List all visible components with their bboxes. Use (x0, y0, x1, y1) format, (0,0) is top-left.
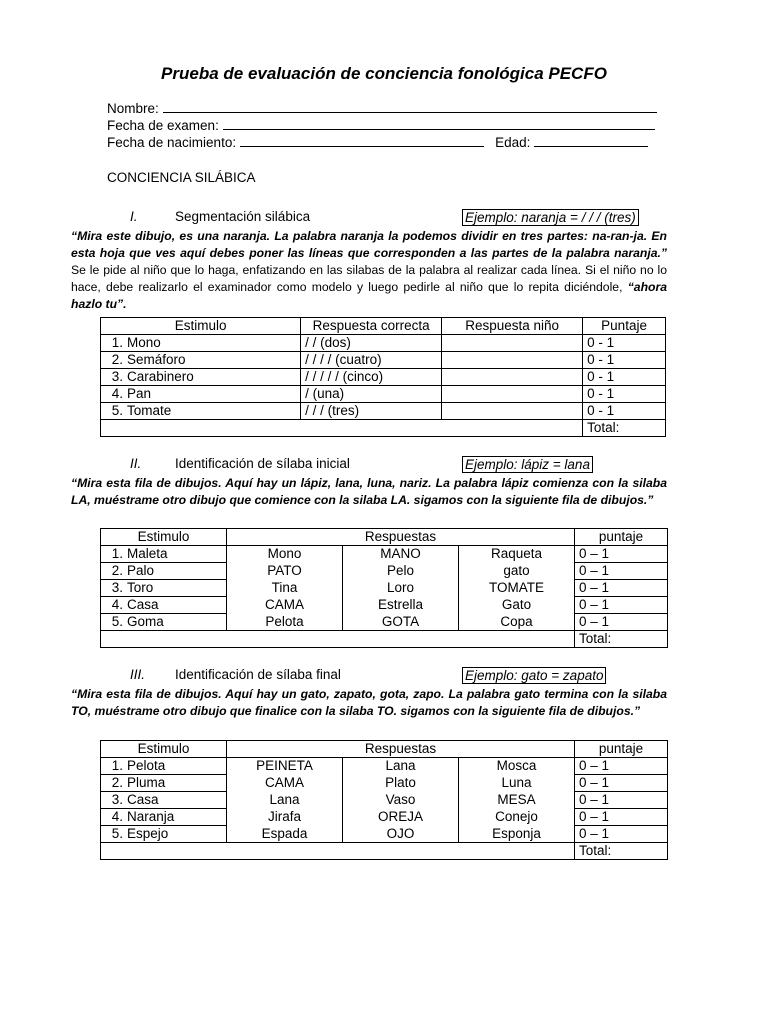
table-header-row (101, 741, 668, 758)
row-option-b: OJO (343, 826, 459, 843)
part2-instruction-text: “Mira esta fila de dibujos. Aquí hay un lápiz, lana, luna, nariz. La palabra lápiz comienza con la silaba LA, muéstrame otro dibujo que comience con la silaba LA. sigamos con la siguiente fila de dibujos.” (71, 476, 667, 507)
part1-instruction-bold: “Mira este dibujo, es una naranja. La palabra naranja la podemos dividir en tres partes: na-ran-ja. En esta hoja que ves aquí debes poner las líneas que corresponden a las partes de la palabra naranja.” (71, 229, 667, 260)
header-estimulo: Estimulo (101, 318, 301, 335)
row-score: 0 – 1 (575, 580, 668, 597)
row-score: 0 – 1 (575, 792, 668, 809)
header-respuesta-correcta: Respuesta correcta (301, 318, 442, 335)
row-child-answer (442, 335, 583, 352)
part3-example: Ejemplo: gato = zapato (462, 667, 606, 684)
row-option-a: CAMA (227, 775, 343, 792)
row-option-b: Estrella (343, 597, 459, 614)
row-child-answer (442, 403, 583, 420)
table-row (101, 580, 668, 597)
total-label: Total: (583, 420, 666, 437)
table-row (101, 775, 668, 792)
edad-label: Edad: (495, 135, 531, 150)
row-score: 0 – 1 (575, 563, 668, 580)
part1-number: I. (130, 209, 138, 224)
row-answer: / / (dos) (301, 335, 442, 352)
table-row (101, 792, 668, 809)
part3-table (100, 740, 668, 860)
row-child-answer (442, 386, 583, 403)
total-label: Total: (575, 631, 668, 648)
total-spacer (101, 843, 575, 860)
table-row (101, 826, 668, 843)
row-number: 4. (101, 597, 124, 614)
part3-title: Identificación de sílaba final (175, 667, 341, 682)
row-option-b: Loro (343, 580, 459, 597)
row-score: 0 – 1 (575, 775, 668, 792)
row-number: 3. (101, 792, 124, 809)
header-respuestas: Respuestas (227, 529, 575, 546)
table-total-row (101, 843, 668, 860)
row-score: 0 - 1 (583, 369, 666, 386)
row-score: 0 – 1 (575, 614, 668, 631)
row-number: 2. (101, 352, 124, 369)
table-header-row (101, 318, 666, 335)
table-total-row (101, 631, 668, 648)
header-puntaje: Puntaje (583, 318, 666, 335)
row-option-a: Pelota (227, 614, 343, 631)
section-title: CONCIENCIA SILÁBICA (107, 170, 256, 185)
part2-example: Ejemplo: lápiz = lana (462, 456, 593, 473)
fecha-examen-field (107, 117, 655, 133)
part3-number: III. (130, 667, 146, 682)
row-option-a: PEINETA (227, 758, 343, 775)
row-option-a: Lana (227, 792, 343, 809)
part2-number: II. (130, 456, 142, 471)
row-option-c: Mosca (459, 758, 575, 775)
row-stimulus: Semáforo (123, 352, 301, 369)
part1-instruction-normal: Se le pide al niño que lo haga, enfatizando en las silabas de la palabra al realizar cada línea. Si el niño no lo hace, debe realizarlo el examinador como modelo y luego pedirle al niño que lo repita diciéndole, (71, 263, 667, 294)
row-option-b: GOTA (343, 614, 459, 631)
nombre-blank (163, 100, 657, 113)
document-title: Prueba de evaluación de conciencia fonológica PECFO (161, 64, 607, 83)
table-row (101, 563, 668, 580)
total-spacer (101, 420, 583, 437)
row-score: 0 - 1 (583, 403, 666, 420)
row-child-answer (442, 352, 583, 369)
row-option-c: MESA (459, 792, 575, 809)
part2-instruction (71, 475, 667, 509)
row-option-a: Jirafa (227, 809, 343, 826)
row-option-c: gato (459, 563, 575, 580)
row-score: 0 – 1 (575, 809, 668, 826)
row-stimulus: Toro (123, 580, 227, 597)
nombre-field (107, 100, 657, 116)
row-option-c: Gato (459, 597, 575, 614)
row-option-b: OREJA (343, 809, 459, 826)
header-respuestas: Respuestas (227, 741, 575, 758)
fecha-nacimiento-label: Fecha de nacimiento: (107, 135, 237, 150)
table-row (101, 614, 668, 631)
table-total-row (101, 420, 666, 437)
row-answer: / / / / / (cinco) (301, 369, 442, 386)
header-puntaje: puntaje (575, 529, 668, 546)
table-row (101, 352, 666, 369)
row-score: 0 - 1 (583, 352, 666, 369)
row-number: 1. (101, 335, 124, 352)
row-score: 0 – 1 (575, 597, 668, 614)
row-number: 3. (101, 369, 124, 386)
fecha-nacimiento-blank (240, 134, 484, 147)
row-number: 1. (101, 546, 124, 563)
table-row (101, 386, 666, 403)
row-option-a: Tina (227, 580, 343, 597)
total-label: Total: (575, 843, 668, 860)
row-score: 0 – 1 (575, 758, 668, 775)
row-stimulus: Espejo (123, 826, 227, 843)
row-stimulus: Casa (123, 792, 227, 809)
part2-table (100, 528, 668, 648)
header-estimulo: Estimulo (101, 529, 227, 546)
row-option-a: PATO (227, 563, 343, 580)
part1-instruction (71, 228, 667, 313)
row-option-a: Mono (227, 546, 343, 563)
row-stimulus: Pan (123, 386, 301, 403)
row-stimulus: Pluma (123, 775, 227, 792)
table-row (101, 758, 668, 775)
row-number: 2. (101, 775, 124, 792)
table-row (101, 546, 668, 563)
row-option-c: Copa (459, 614, 575, 631)
row-number: 5. (101, 826, 124, 843)
row-option-b: Vaso (343, 792, 459, 809)
part1-table (100, 317, 666, 437)
row-score: 0 – 1 (575, 546, 668, 563)
table-row (101, 369, 666, 386)
table-row (101, 335, 666, 352)
row-option-b: Lana (343, 758, 459, 775)
fecha-nacimiento-field (107, 134, 648, 150)
row-answer: / / / (tres) (301, 403, 442, 420)
edad-blank (534, 134, 648, 147)
header-estimulo: Estimulo (101, 741, 227, 758)
part3-instruction-text: “Mira esta fila de dibujos. Aquí hay un gato, zapato, gota, zapo. La palabra gato termina con la silaba TO, muéstrame otro dibujo que finalice con la silaba TO. sigamos con la siguiente fila de dibujos.” (71, 687, 667, 718)
row-answer: / (una) (301, 386, 442, 403)
row-option-a: CAMA (227, 597, 343, 614)
row-answer: / / / / (cuatro) (301, 352, 442, 369)
row-stimulus: Pelota (123, 758, 227, 775)
row-stimulus: Casa (123, 597, 227, 614)
row-stimulus: Maleta (123, 546, 227, 563)
fecha-examen-label: Fecha de examen: (107, 118, 219, 133)
header-respuesta-nino: Respuesta niño (442, 318, 583, 335)
table-row (101, 403, 666, 420)
row-number: 1. (101, 758, 124, 775)
part1-title: Segmentación silábica (175, 209, 311, 224)
table-header-row (101, 529, 668, 546)
part1-example: Ejemplo: naranja = / / / (tres) (462, 209, 639, 226)
row-option-b: Plato (343, 775, 459, 792)
row-child-answer (442, 369, 583, 386)
row-number: 3. (101, 580, 124, 597)
fecha-examen-blank (223, 117, 655, 130)
row-option-a: Espada (227, 826, 343, 843)
row-option-b: MANO (343, 546, 459, 563)
row-score: 0 - 1 (583, 386, 666, 403)
row-option-b: Pelo (343, 563, 459, 580)
part1-instruction-end: “ahora hazlo tu”. (71, 280, 667, 311)
row-number: 4. (101, 809, 124, 826)
row-number: 2. (101, 563, 124, 580)
header-puntaje: puntaje (575, 741, 668, 758)
row-option-c: TOMATE (459, 580, 575, 597)
nombre-label: Nombre: (107, 101, 159, 116)
row-stimulus: Carabinero (123, 369, 301, 386)
row-option-c: Conejo (459, 809, 575, 826)
total-spacer (101, 631, 575, 648)
row-stimulus: Mono (123, 335, 301, 352)
row-stimulus: Naranja (123, 809, 227, 826)
row-option-c: Raqueta (459, 546, 575, 563)
row-stimulus: Tomate (123, 403, 301, 420)
row-score: 0 – 1 (575, 826, 668, 843)
part2-title: Identificación de sílaba inicial (175, 456, 350, 471)
row-number: 4. (101, 386, 124, 403)
row-stimulus: Goma (123, 614, 227, 631)
row-option-c: Luna (459, 775, 575, 792)
row-number: 5. (101, 614, 124, 631)
table-row (101, 597, 668, 614)
row-score: 0 - 1 (583, 335, 666, 352)
row-option-c: Esponja (459, 826, 575, 843)
table-row (101, 809, 668, 826)
row-number: 5. (101, 403, 124, 420)
part3-instruction (71, 686, 667, 720)
row-stimulus: Palo (123, 563, 227, 580)
